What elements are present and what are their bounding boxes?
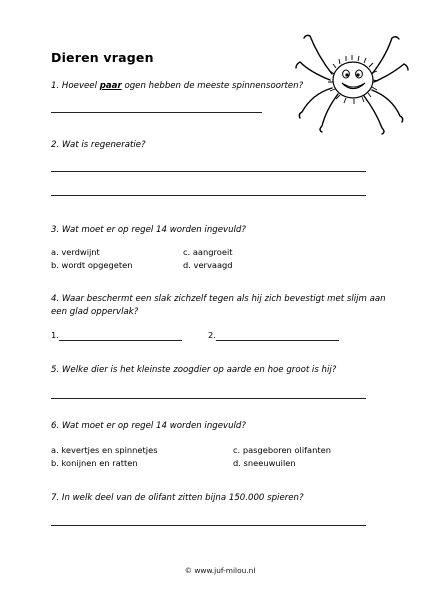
question-6-option-d: d. sneeuwuilen	[233, 458, 296, 468]
answer-line-4b[interactable]	[216, 340, 339, 341]
answer-line-2b[interactable]	[51, 195, 366, 196]
question-4-line-1: 4. Waar beschermt een slak zichzelf tegen als hij zich bevestigt met slijm aan	[51, 294, 386, 304]
footer-copyright: © www.juf-milou.nl	[184, 566, 256, 575]
question-6: 6. Wat moet er op regel 14 worden ingevuld?	[51, 421, 246, 431]
answer-line-2a[interactable]	[51, 171, 366, 172]
question-2: 2. Wat is regeneratie?	[51, 140, 146, 150]
question-4-answer-2-label: 2.	[208, 330, 216, 340]
question-4-answer-1-label: 1.	[51, 330, 59, 340]
question-1-text-before: 1. Hoeveel	[51, 81, 100, 91]
question-3: 3. Wat moet er op regel 14 worden ingevuld?	[51, 225, 246, 235]
question-1	[51, 80, 303, 93]
question-1-text-after: ogen hebben de meeste spinnensoorten?	[121, 81, 304, 91]
question-4-line-2: een glad oppervlak?	[51, 307, 139, 317]
page-title: Dieren vragen	[51, 50, 154, 65]
answer-line-4a[interactable]	[59, 340, 182, 341]
question-3-option-d: d. vervaagd	[183, 260, 233, 270]
question-6-option-a: a. kevertjes en spinnetjes	[51, 445, 158, 455]
spider-illustration	[288, 28, 416, 140]
question-3-option-c: c. aangroeit	[183, 247, 233, 257]
question-3-option-b: b. wordt opgegeten	[51, 260, 133, 270]
question-7: 7. In welk deel van de olifant zitten bijna 150.000 spieren?	[51, 493, 304, 503]
answer-line-1[interactable]	[51, 112, 262, 113]
question-1-keyword: paar	[99, 81, 122, 91]
question-6-option-b: b. konijnen en ratten	[51, 458, 138, 468]
question-5: 5. Welke dier is het kleinste zoogdier op aarde en hoe groot is hij?	[51, 365, 337, 375]
question-3-option-a: a. verdwijnt	[51, 247, 100, 257]
question-6-option-c: c. pasgeboren olifanten	[233, 445, 332, 455]
answer-line-5[interactable]	[51, 398, 366, 399]
answer-line-7[interactable]	[51, 525, 366, 526]
